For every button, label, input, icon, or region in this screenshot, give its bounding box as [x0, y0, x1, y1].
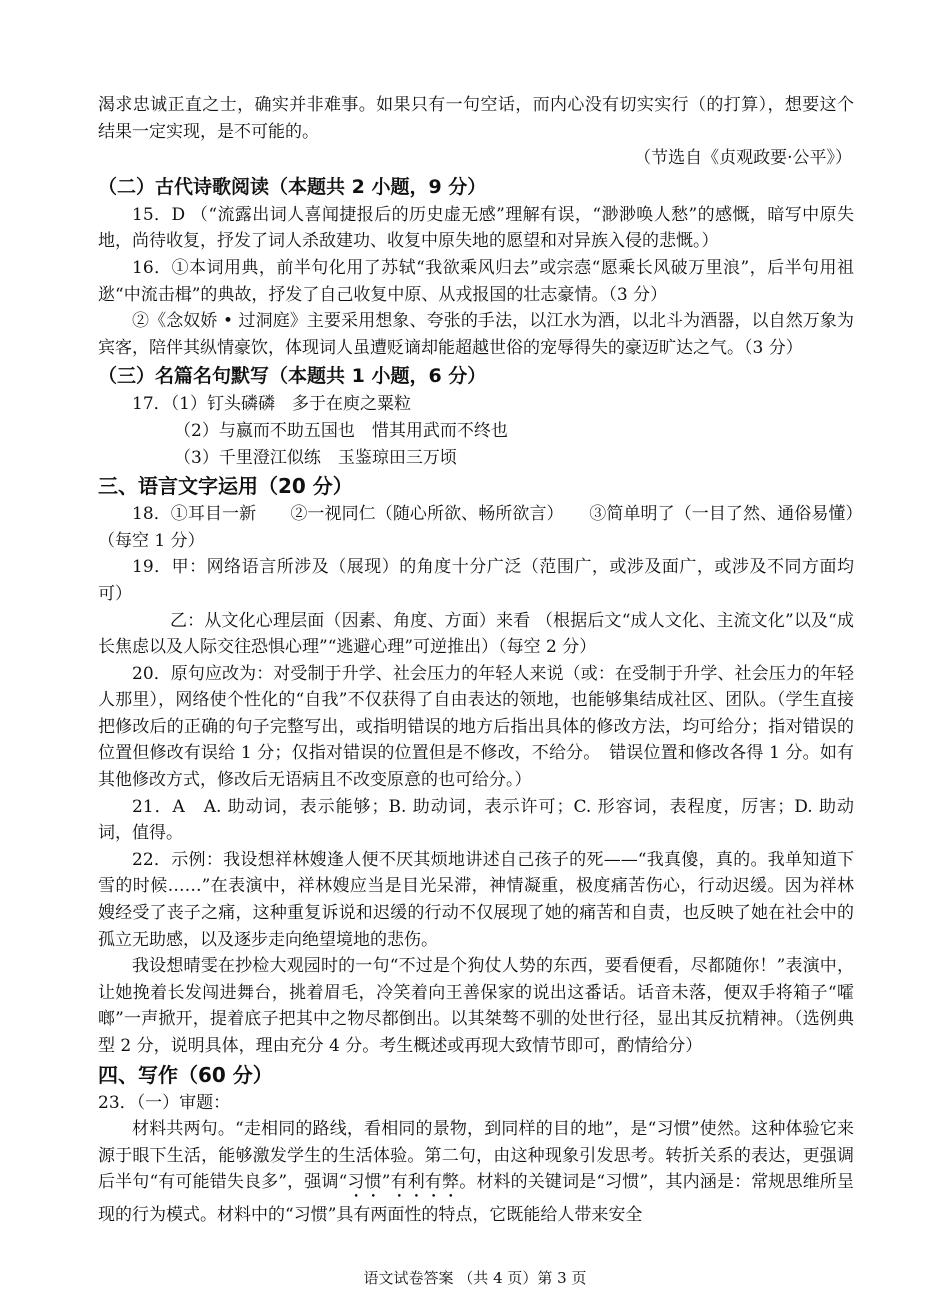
- page-footer: 语文试卷答案 （共 4 页）第 3 页: [363, 1269, 587, 1287]
- answer-17-3: （3）千里澄江似练 玉鉴琼田三万顷: [174, 447, 457, 468]
- part-title-writing: 四、写作（60 分）: [98, 1062, 273, 1087]
- section-title-recitation: （三）名篇名句默写（本题共 1 小题，6 分）: [98, 365, 487, 388]
- answer-17-2: （2）与嬴而不助五国也 惜其用武而不终也: [174, 420, 508, 441]
- answer-19-jia: 19．甲：网络语言所涉及（展现）的角度十分广泛（范围广，或涉及面广，或涉及不同方面均可）: [98, 557, 854, 604]
- answer-15: 15．D （“流露出词人喜闻捷报后的历史虚无感”理解有误，“渺渺唤人愁”的感慨，暗写中原失地，尚待收复，抒发了词人杀敌建功、收复中原失地的愿望和对异族入侵的悲慨。）: [98, 204, 854, 252]
- answer-22-example1: 22．示例：我设想祥林嫂逢人便不厌其烦地讲述自己孩子的死——“我真傻，真的。我单知道下雪的时候……”在表演中，祥林嫂应当是目光呆滞，神情凝重，极度痛苦伤心，行动迟缓。因为祥林嫂经受了丧子之痛，这种重复诉说和迟缓的行动不仅展现了她的痛苦和自责，也反映了她在社会中的孤立无助感，以及逐步走向绝望境地的悲伤。: [98, 849, 854, 950]
- part-title-language: 三、语言文字运用（20 分）: [98, 474, 353, 499]
- answer-20: 20．原句应改为：对受制于升学、社会压力的年轻人来说（或：在受制于升学、社会压力的年轻人那里），网络使个性化的“自我”不仅获得了自由表达的领地，也能够集结成社区、团队。（学生直接把修改后的正确的句子完整写出，或指明错误的地方后指出具体的修改方法，均可给分；指对错误的位置但修改有误给 1 分；仅指对错误的位置但是不修改，不给分。 错误位置和修改各得 1 分。如有其他修改方式，修改后无语病且不改变原意的也可给分。）: [98, 663, 854, 791]
- answer-page: [98, 92, 854, 1229]
- answer-23-heading: 23．（一）审题：: [98, 1092, 231, 1113]
- emphasized-phrase: “习惯”有利有弊: [338, 1172, 460, 1193]
- answer-21: 21．A A. 助动词，表示能够；B. 助动词，表示许可；C. 形容词，表程度，厉害；D. 助动词，值得。: [98, 796, 854, 844]
- answer-23-analysis: [98, 1116, 854, 1229]
- answer-17-1: 17．（1）钉头磷磷 多于在庾之粟粒: [132, 394, 411, 415]
- source-citation: （节选自《贞观政要·公平》）: [634, 148, 852, 169]
- continuation-text: 渴求忠诚正直之士，确实并非难事。如果只有一句空话，而内心没有切实实行（的打算），想要这个结果一定实现，是不可能的。: [98, 95, 854, 142]
- answer-18: 18．①耳目一新 ②一视同仁（随心所欲、畅所欲言） ③简单明了（一目了然、通俗易懂）（每空 1 分）: [98, 504, 854, 551]
- analysis-text-b: 。材料的关键词是“习惯”，其内涵是：常规思维所呈现的行为模式。材料中的“习惯”具有两面性的特点，它既能给人带来安全: [98, 1172, 854, 1226]
- answer-16-part2: ②《念奴娇 • 过洞庭》主要采用想象、夸张的手法，以江水为酒，以北斗为酒器，以自然万象为宾客，陪伴其纵情豪饮，体现词人虽遭贬谪却能超越世俗的宠辱得失的豪迈旷达之气。（3 分）: [98, 311, 854, 358]
- answer-19-yi: 乙：从文化心理层面（因素、角度、方面）来看 （根据后文“成人文化、主流文化”以及“成长焦虑以及人际交往恐惧心理”“逃避心理”可逆推出）（每空 2 分）: [98, 610, 854, 658]
- answer-16-part1: 16．①本词用典，前半句化用了苏轼“我欲乘风归去”或宗悫“愿乘长风破万里浪”，后半句用祖逖“中流击楫”的典故，抒发了自己收复中原、从戎报国的壮志豪情。（3 分）: [98, 257, 854, 305]
- section-title-poetry: （二）古代诗歌阅读（本题共 2 小题，9 分）: [98, 175, 487, 198]
- analysis-text-a: 材料共两句。“走相同的路线，看相同的景物，到同样的目的地”，是“习惯”使然。这种体验它来源于眼下生活，能够激发学生的生活体验。第二句，由这种现象引发思考。转折关系的表达，更强调后半句“有可能错失良多”，强调: [98, 1119, 854, 1193]
- answer-22-example2: 我设想晴雯在抄检大观园时的一句“不过是个狗仗人势的东西，要看便看，尽都随你！”表演中，让她挽着长发闯进舞台，挑着眉毛，冷笑着向王善保家的说出这番话。话音未落，便双手将箱子“嚯啷”一声掀开，提着底子把其中之物尽都倒出。以其桀骜不驯的处世行径，显出其反抗精神。（选例典型 2 分，说明具体，理由充分 4 分。考生概述或再现大致情节即可，酌情给分）: [98, 956, 854, 1056]
